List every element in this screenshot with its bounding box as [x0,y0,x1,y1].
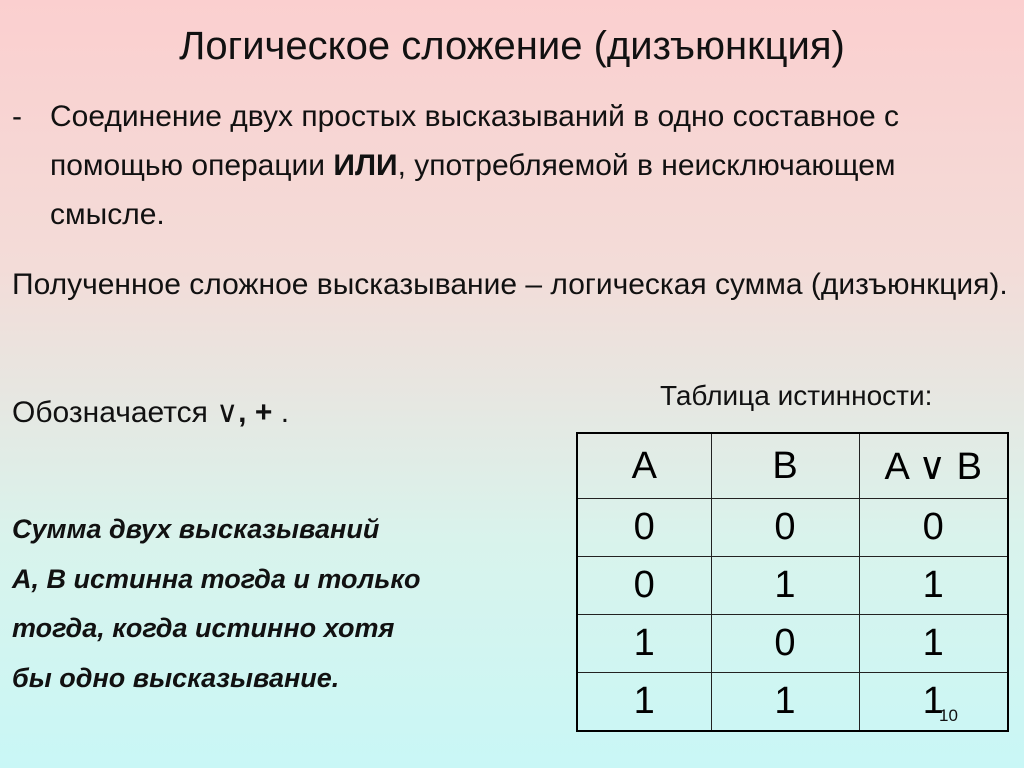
page-number: 10 [939,706,958,725]
table-cell: 0 [711,615,859,673]
table-header-row [577,433,1008,499]
table-row [577,615,1008,673]
table-cell: 1 [577,615,711,673]
bullet-text-before: Соединение двух простых высказываний в одно составное с помощью операции [50,100,899,182]
sum-definition [12,505,572,703]
bullet-text-after: , употребляемой в неисключающем смысле. [50,149,896,231]
table-cell: 1 [711,557,859,615]
header-cell-b: B [711,433,859,499]
table-cell: 0 [711,499,859,557]
bullet-dash: - [12,100,22,133]
table-cell: 1 [577,673,711,732]
definition-line: Сумма двух высказываний [12,514,380,544]
slide-title: Логическое сложение (дизъюнкция) [179,24,845,68]
table-cell: 0 [859,499,1008,557]
header-cell-a: A [577,433,711,499]
notation-suffix: . [272,396,290,429]
notation-bold-part: , + [238,396,273,429]
header-cell-a-or-b: A ∨ B [859,433,1008,499]
table-cell: 0 [577,557,711,615]
result-paragraph: Полученное сложное высказывание – логическая сумма (дизъюнкция). [12,268,1008,301]
table-cell: 1 [859,615,1008,673]
definition-line: А, В истинна тогда и только [12,563,421,594]
bullet-text [50,92,1012,239]
table-cell: 1 [859,557,1008,615]
notation-line [12,388,289,437]
bullet-bold-word: ИЛИ [333,149,398,182]
disjunction-symbol: ∨ [216,396,239,429]
truth-table [576,432,1009,732]
table-caption: Таблица истинности: [660,380,933,411]
definition-line: бы одно высказывание. [12,662,340,693]
definition-bullet [12,92,1012,239]
table-cell: 0 [577,499,711,557]
table-row [577,557,1008,615]
notation-prefix: Обозначается [12,396,217,429]
table-row [577,499,1008,557]
definition-line: тогда, когда истинно хотя [12,613,395,643]
table-cell: 1 [711,673,859,732]
table-cell: 1 [859,673,1008,732]
